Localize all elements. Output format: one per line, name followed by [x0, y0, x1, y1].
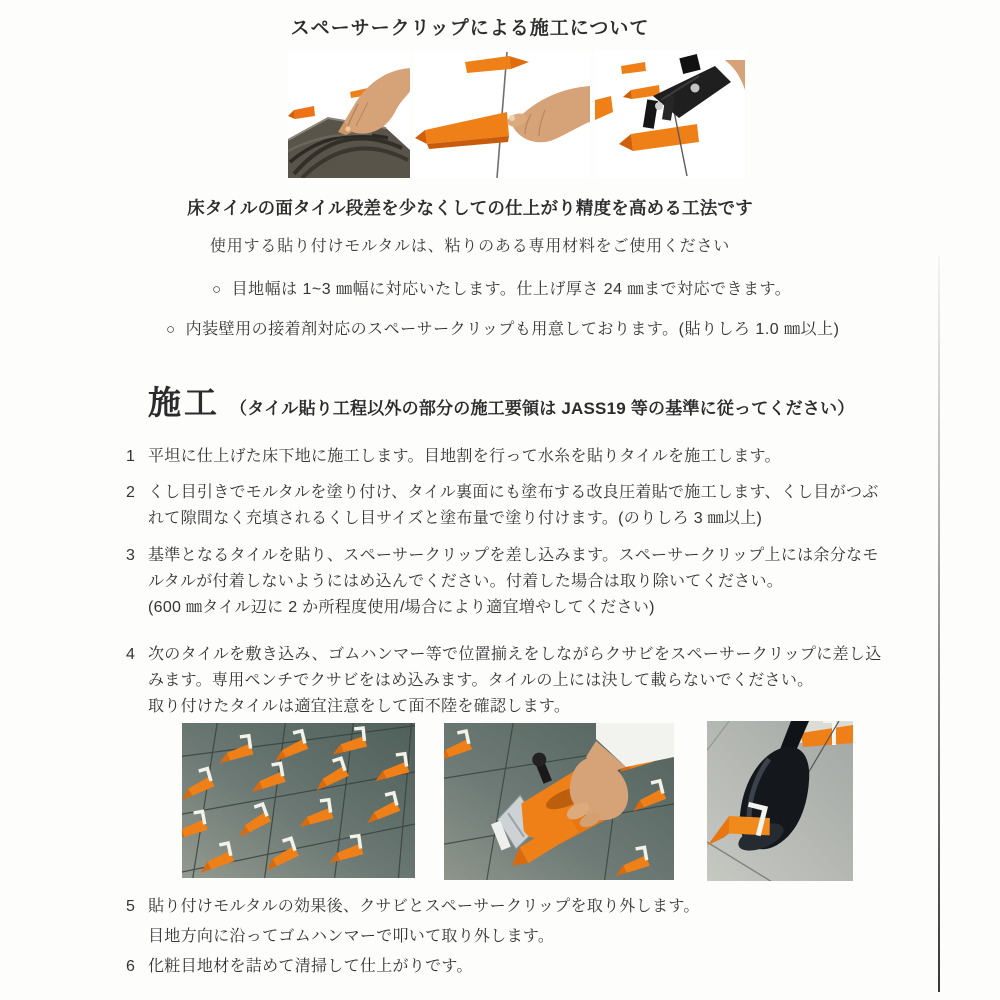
- step-number: 5: [126, 898, 136, 915]
- clips-on-floor-illustration: [182, 723, 415, 878]
- step-line: 貼り付けモルタルの効果後、クサビとスペーサークリップを取り外します。: [148, 898, 700, 915]
- step-number: 1: [126, 448, 136, 465]
- bullet-wall-clip: ○ 内装壁用の接着剤対応のスペーサークリップも用意しております。(貼りしろ 1.0 ㎜以上): [166, 321, 840, 338]
- circle-bullet-icon: ○: [166, 321, 176, 338]
- circle-bullet-icon: ○: [212, 281, 222, 298]
- step-number: 3: [126, 547, 136, 564]
- step-number: 2: [126, 484, 136, 501]
- plier-pressing-wedge-illustration: [444, 723, 674, 880]
- step-line: みます。専用ペンチでクサビをはめ込みます。タイルの上には決して載らないでください。: [148, 672, 814, 689]
- mortar-note: 使用する貼り付けモルタルは、粘りのある専用材料をご使用ください: [209, 238, 731, 255]
- step-line: 取り付けたタイルは適宜注意をして面不陸を確認します。: [148, 698, 571, 715]
- hand-inserting-wedge-illustration: [413, 52, 590, 178]
- step-6: [126, 954, 473, 980]
- step-line: (600 ㎜タイル辺に 2 か所程度使用/場合により適宜増やしてください): [148, 599, 655, 616]
- step-line: ルタルが付着しないようにはめ込んでください。付着した場合は取り除いてください。: [148, 573, 784, 590]
- method-headline: 床タイルの面タイル段差を少なくしての仕上がり精度を高める工法です: [187, 198, 753, 218]
- photo-clip-plier-tool: [595, 50, 745, 178]
- bullet-joint-width: ○ 目地幅は 1~3 ㎜幅に対応いたします。仕上げ厚さ 24 ㎜まで対応できます。: [212, 281, 792, 298]
- clip-plier-tool-illustration: [595, 50, 745, 178]
- step-line: 次のタイルを敷き込み、ゴムハンマー等で位置揃えをしながらクサビをスペーサークリップに差し込: [148, 646, 882, 663]
- clip-into-mortar-illustration: [288, 52, 410, 178]
- construction-section-heading: [148, 385, 854, 421]
- step-line: れて隙間なく充填されるくし目サイズと塗布量で塗り付けます。(のりしろ 3 ㎜以上): [148, 510, 763, 527]
- step-number: 6: [126, 958, 136, 975]
- step-5: [126, 892, 700, 952]
- section-title-note: （タイル貼り工程以外の部分の施工要領は JASS19 等の基準に従ってください）: [230, 399, 855, 418]
- photo-mallet-removing-clip: [707, 721, 853, 881]
- step-line: 平坦に仕上げた床下地に施工します。目地割を行って水糸を貼りタイルを施工します。: [148, 448, 781, 465]
- photo-clips-spaced-on-floor: [182, 723, 415, 878]
- step-line: くし目引きでモルタルを塗り付け、タイル裏面にも塗布する改良圧着貼で施工します、くし目がつぶ: [148, 484, 879, 501]
- scan-artifact-line: [938, 256, 940, 992]
- section-title: 施工: [148, 384, 220, 421]
- photo-hand-inserting-wedge: [413, 52, 590, 178]
- mallet-removing-clip-illustration: [707, 721, 853, 881]
- step-4: [126, 642, 882, 720]
- step-line: 化粧目地材を詰めて清掃して仕上がりです。: [148, 958, 473, 975]
- step-line: 目地方向に沿ってゴムハンマーで叩いて取り外します。: [148, 928, 555, 945]
- photo-clip-into-mortar: [288, 52, 410, 178]
- step-line: 基準となるタイルを貼り、スペーサークリップを差し込みます。スペーサークリップ上には余分なモ: [148, 547, 879, 564]
- step-1: [126, 444, 781, 470]
- page-title: スペーサークリップによる施工について: [290, 18, 650, 39]
- step-3: [126, 543, 879, 621]
- step-2: [126, 480, 879, 532]
- photo-plier-pressing-wedge: [444, 723, 674, 880]
- step-number: 4: [126, 646, 136, 663]
